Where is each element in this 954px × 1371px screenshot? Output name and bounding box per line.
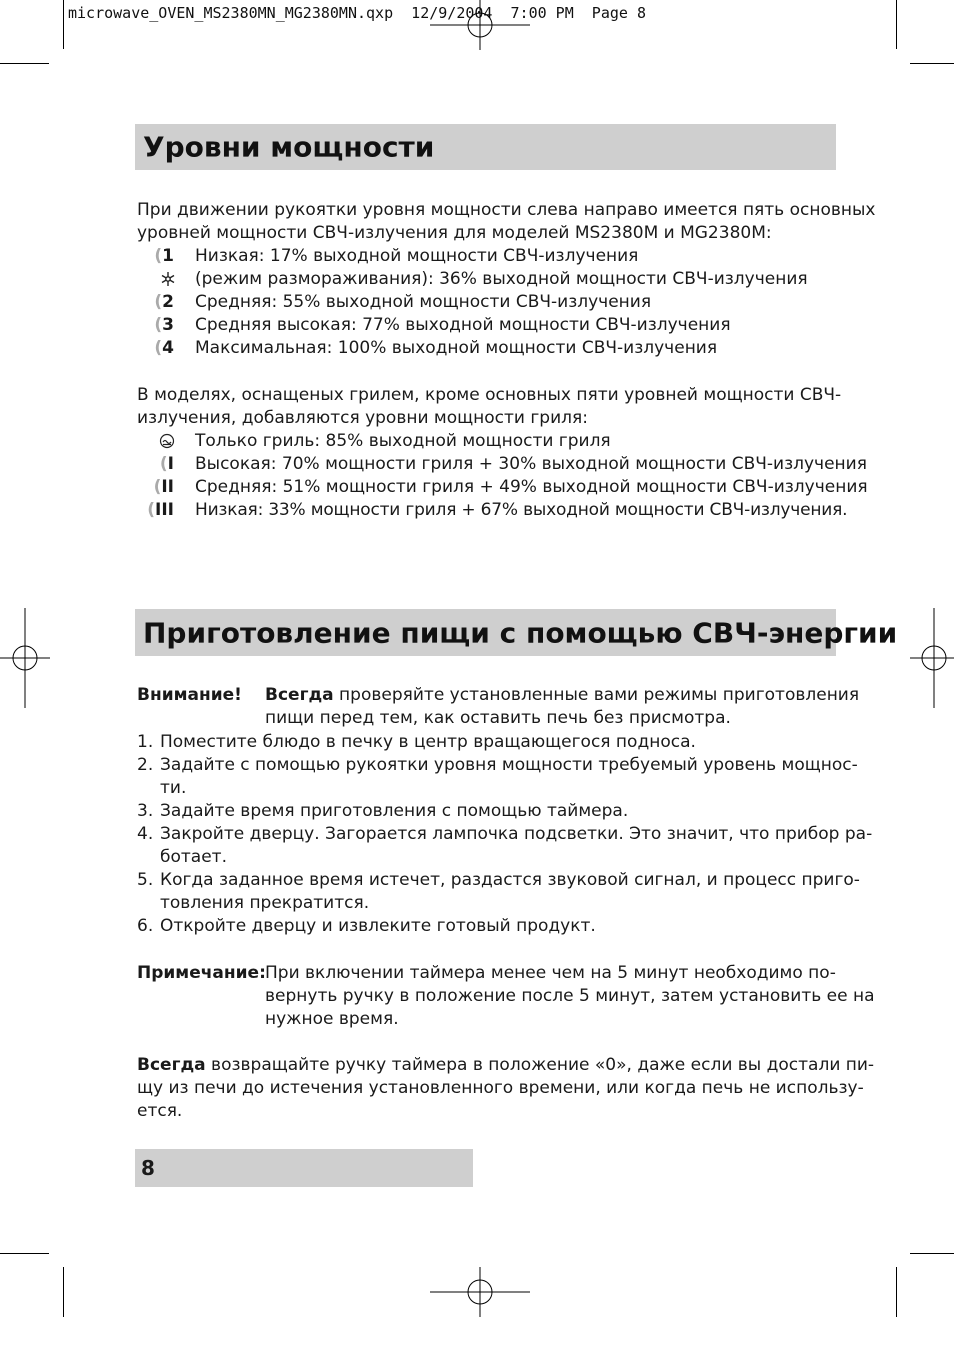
- level-text: Низкая: 33% мощности гриля + 67% выходной мощности СВЧ-излучения.: [195, 500, 848, 520]
- attention-block: [137, 684, 860, 730]
- always-line: ется.: [137, 1101, 183, 1121]
- list-item: [137, 314, 834, 337]
- step-number: 1.: [137, 732, 154, 752]
- attention-line: пищи перед тем, как оставить печь без присмотра.: [265, 708, 731, 728]
- note-block: [137, 962, 875, 1031]
- step-text: ти.: [160, 778, 187, 798]
- step-number: 4.: [137, 824, 154, 844]
- level-text: Средняя высокая: 77% выходной мощности СВЧ-излучения: [195, 315, 731, 335]
- power-levels-intro: [137, 199, 876, 245]
- level-marker: (4: [154, 338, 174, 358]
- power-level-list: [137, 245, 834, 360]
- always-line: щу из печи до истечения установленного времени, или когда печь не использу-: [137, 1078, 864, 1098]
- intro-line: При движении рукоятки уровня мощности слева направо имеется пять основных: [137, 200, 876, 220]
- level-marker: (III: [147, 500, 174, 520]
- step-text: Закройте дверцу. Загорается лампочка подсветки. Это значит, что прибор ра-: [160, 824, 873, 844]
- list-item: [137, 453, 867, 476]
- level-text: Только гриль: 85% выходной мощности гриля: [195, 431, 611, 451]
- attention-bold: Всегда: [265, 685, 334, 705]
- list-item: [137, 499, 848, 522]
- level-marker: (3: [154, 315, 174, 335]
- step-text: Поместите блюдо в печку в центр вращающегося подноса.: [160, 732, 696, 752]
- intro-line: уровней мощности СВЧ-излучения для моделей MS2380M и MG2380M:: [137, 223, 772, 243]
- level-marker: (2: [154, 292, 174, 312]
- attention-line: проверяйте установленные вами режимы приготовления: [333, 685, 860, 705]
- grill-level-list: [137, 430, 868, 522]
- always-paragraph: [137, 1054, 875, 1123]
- step-number: 6.: [137, 916, 154, 936]
- section-title: Уровни мощности: [143, 130, 435, 164]
- list-item: [137, 337, 834, 360]
- step-text: Откройте дверцу и извлеките готовый продукт.: [160, 916, 596, 936]
- level-text: Максимальная: 100% выходной мощности СВЧ-излучения: [195, 338, 718, 358]
- intro-line: излучения, добавляются уровни мощности гриля:: [137, 408, 588, 428]
- step-text: Задайте время приготовления с помощью таймера.: [160, 801, 629, 821]
- always-line: возвращайте ручку таймера в положение «0», даже если вы достали пи-: [205, 1055, 875, 1075]
- level-text: (режим размораживания): 36% выходной мощности СВЧ-излучения: [195, 269, 808, 289]
- step-text: ботает.: [160, 847, 227, 867]
- note-line: При включении таймера менее чем на 5 минут необходимо по-: [265, 963, 836, 983]
- step-number: 3.: [137, 801, 154, 821]
- list-item: [137, 268, 834, 291]
- step-number: 5.: [137, 870, 154, 890]
- note-line: вернуть ручку в положение после 5 минут, затем установить ее на: [265, 986, 875, 1006]
- level-text: Высокая: 70% мощности гриля + 30% выходной мощности СВЧ-излучения: [195, 454, 867, 474]
- note-text: [265, 962, 875, 1031]
- intro-line: В моделях, оснащеных грилем, кроме основных пяти уровней мощности СВЧ-: [137, 385, 842, 405]
- level-marker: (1: [154, 246, 174, 266]
- list-item: [137, 245, 834, 268]
- page-number-bar: [135, 1149, 473, 1187]
- file-header: microwave_OVEN_MS2380MN_MG2380MN.qxp 12/9/2004 7:00 PM Page 8: [68, 4, 646, 22]
- level-text: Средняя: 55% выходной мощности СВЧ-излучения: [195, 292, 652, 312]
- note-line: нужное время.: [265, 1009, 399, 1029]
- cooking-steps: [137, 731, 873, 938]
- step-text: Задайте с помощью рукоятки уровня мощности требуемый уровень мощнос-: [160, 755, 858, 775]
- list-item: [137, 291, 834, 314]
- section-title-bar-microwave-cooking: [135, 609, 898, 656]
- note-label: Примечание:: [137, 963, 266, 983]
- list-item: [137, 430, 834, 453]
- attention-label: Внимание!: [137, 685, 242, 705]
- level-marker: (I: [159, 454, 174, 474]
- level-text: Средняя: 51% мощности гриля + 49% выходной мощности СВЧ-излучения: [195, 477, 868, 497]
- always-bold: Всегда: [137, 1055, 206, 1075]
- level-marker: (II: [153, 477, 174, 497]
- step-text: товления прекратится.: [160, 893, 370, 913]
- step-number: 2.: [137, 755, 154, 775]
- level-text: Низкая: 17% выходной мощности СВЧ-излучения: [195, 246, 639, 266]
- attention-text: [265, 684, 859, 730]
- step-text: Когда заданное время истечет, раздастся звуковой сигнал, и процесс приго-: [160, 870, 860, 890]
- page-number: 8: [141, 1156, 155, 1180]
- section-title: Приготовление пищи с помощью СВЧ-энергии: [143, 616, 898, 649]
- grill-levels-intro: [137, 384, 842, 430]
- list-item: [137, 476, 868, 499]
- section-title-bar-power-levels: [135, 124, 836, 170]
